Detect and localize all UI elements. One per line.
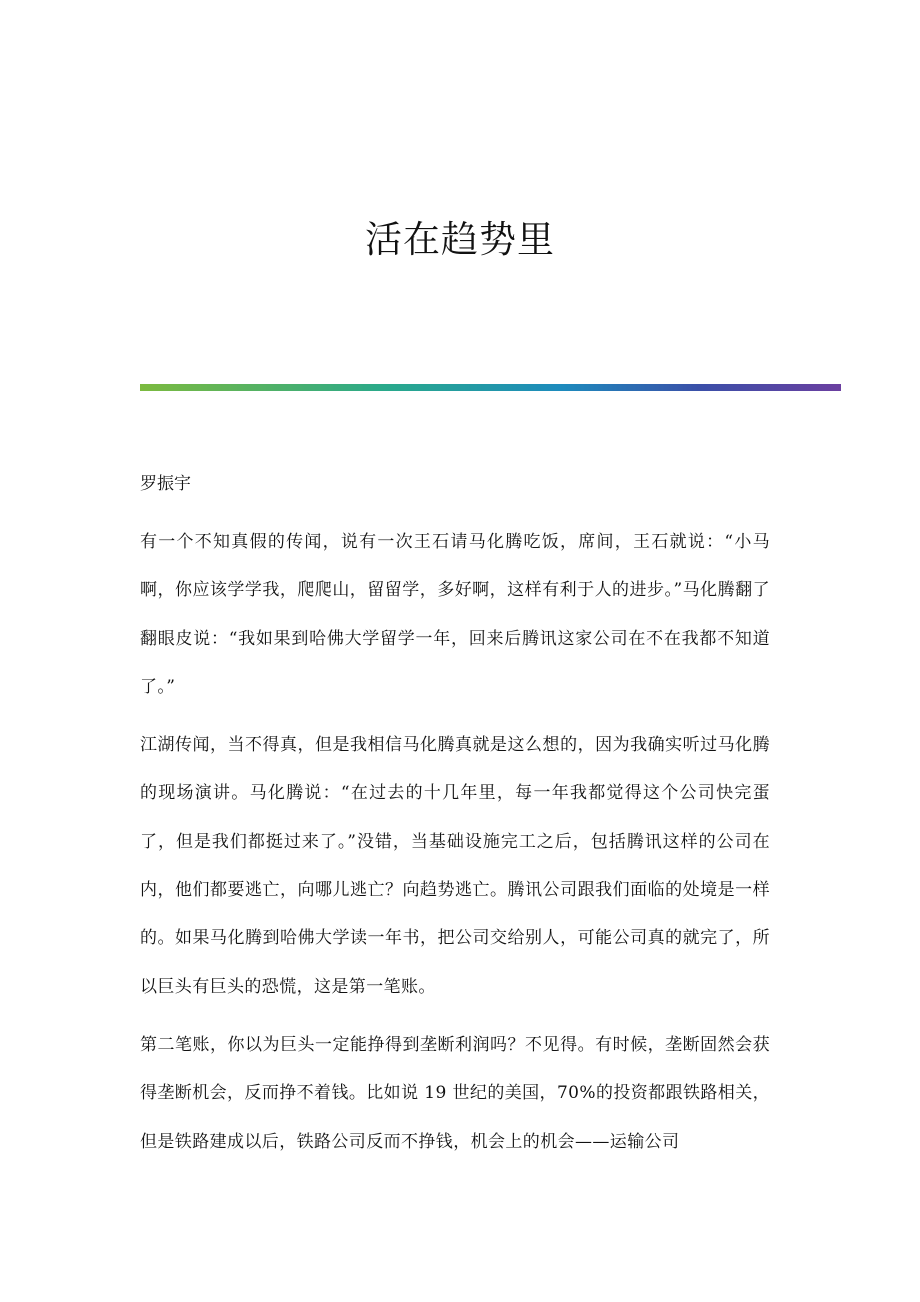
- author-name: 罗振宇: [140, 474, 191, 494]
- paragraph: 有一个不知真假的传闻，说有一次王石请马化腾吃饭，席间，王石就说：“小马啊，你应该学学我，爬爬山，留留学，多好啊，这样有利于人的进步。”马化腾翻了翻眼皮说：“我如果到哈佛大学留学一年，回来后腾讯这家公司在不在我都不知道了。”: [140, 532, 770, 697]
- document-title: 活在趋势里: [365, 218, 555, 261]
- article-body: [140, 518, 770, 1176]
- paragraph: 江湖传闻，当不得真，但是我相信马化腾真就是这么想的，因为我确实听过马化腾的现场演讲。马化腾说：“在过去的十几年里，每一年我都觉得这个公司快完蛋了，但是我们都挺过来了。”没错，当基础设施完工之后，包括腾讯这样的公司在内，他们都要逃亡，向哪儿逃亡？向趋势逃亡。腾讯公司跟我们面临的处境是一样的。如果马化腾到哈佛大学读一年书，把公司交给别人，可能公司真的就完了，所以巨头有巨头的恐慌，这是第一笔账。: [140, 735, 770, 997]
- title-divider: [140, 384, 841, 391]
- paragraph: 第二笔账，你以为巨头一定能挣得到垄断利润吗？不见得。有时候，垄断固然会获得垄断机会，反而挣不着钱。比如说 19 世纪的美国，70%的投资都跟铁路相关，但是铁路建成以后，铁路公司反而不挣钱，机会上的机会——运输公司: [140, 1034, 770, 1152]
